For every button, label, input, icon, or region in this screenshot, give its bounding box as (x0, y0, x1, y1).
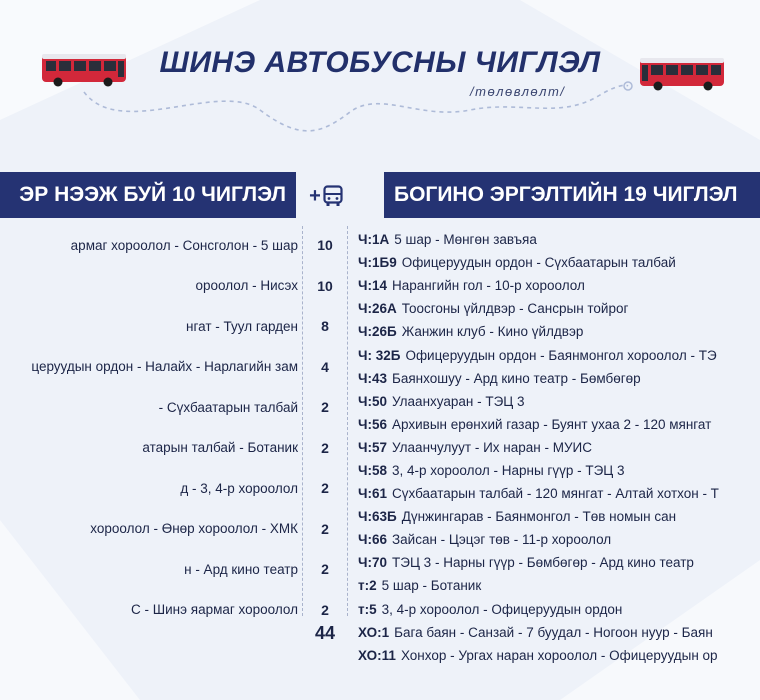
route-name: Улаанхуаран - ТЭЦ 3 (392, 393, 525, 409)
list-item (358, 228, 760, 251)
list-item (0, 347, 340, 388)
list-item (358, 436, 760, 459)
route-code: Ч:56 (358, 416, 387, 432)
column-divider (347, 226, 348, 616)
list-item (358, 644, 760, 667)
route-code: Ч:58 (358, 462, 387, 478)
list-item (0, 468, 340, 509)
route-name: Бага баян - Санзай - 7 буудал - Ногоон нуур - Баян (394, 624, 713, 640)
route-name: Баянхошуу - Ард кино театр - Бөмбөгөр (392, 370, 641, 386)
route-name: - Сүхбаатарын талбай (158, 399, 298, 415)
route-name: 5 шар - Ботаник (381, 578, 482, 594)
list-item (358, 551, 760, 574)
route-name: ТЭЦ 3 - Нарны гүүр - Бөмбөгөр - Ард кино театр (392, 555, 694, 571)
list-item (358, 505, 760, 528)
list-item (358, 459, 760, 482)
list-item (0, 387, 340, 428)
list-item (358, 343, 760, 366)
route-name: 3, 4-р хороолол - Офицеруудын ордон (381, 601, 623, 617)
route-name: Архивын ерөнхий газар - Буянт ухаа 2 - 120 мянгат (392, 416, 712, 432)
right-section-header (384, 172, 760, 218)
list-item (0, 428, 340, 469)
route-code: Ч:1А (358, 232, 390, 248)
list-item (358, 528, 760, 551)
list-item (358, 621, 760, 644)
list-item (0, 266, 340, 307)
left-section-header-label: ЭР НЭЭЖ БУЙ 10 ЧИГЛЭЛ (19, 183, 286, 206)
bus-count: 2 (321, 480, 329, 497)
list-item (358, 251, 760, 274)
list-item (358, 367, 760, 390)
route-name: 5 шар - Мөнгөн завъяа (394, 232, 537, 248)
list-item (358, 320, 760, 343)
left-route-list (0, 225, 340, 630)
route-name: Сүхбаатарын талбай - 120 мянгат - Алтай хотхон - Т (392, 486, 719, 502)
bus-count: 10 (317, 277, 333, 294)
route-code: Ч: 32Б (358, 347, 401, 363)
right-route-list (358, 228, 760, 667)
route-code: т:2 (358, 578, 377, 594)
right-section-header-label: БОГИНО ЭРГЭЛТИЙН 19 ЧИГЛЭЛ (394, 183, 738, 206)
route-name: церуудын ордон - Налайх - Нарлагийн зам (31, 359, 298, 375)
route-code: Ч:1Б9 (358, 255, 397, 271)
bus-count: 2 (321, 439, 329, 456)
left-section-header (0, 172, 296, 218)
route-code: Ч:50 (358, 393, 387, 409)
route-name: Тоосгоны үйлдвэр - Сансрын тойрог (401, 301, 629, 317)
route-code: Ч:63Б (358, 509, 397, 525)
list-item (0, 225, 340, 266)
bus-count: 2 (321, 561, 329, 578)
route-name: д - 3, 4-р хороолол (180, 480, 298, 496)
page-title: ШИНЭ АВТОБУСНЫ ЧИГЛЭЛ (159, 46, 601, 79)
route-code: Ч:43 (358, 370, 387, 386)
route-name: нгат - Туул гарден (186, 318, 298, 334)
list-item (358, 390, 760, 413)
bus-icon (323, 185, 343, 207)
route-code: Ч:66 (358, 532, 387, 548)
bus-count: 2 (321, 601, 329, 618)
plus-icon: + (309, 185, 321, 207)
route-name: С - Шинэ яармаг хороолол (131, 602, 298, 618)
list-item (358, 574, 760, 597)
total-bus-count: 44 (314, 623, 336, 643)
list-item (0, 590, 340, 631)
route-code: Ч:57 (358, 439, 387, 455)
route-code: Ч:70 (358, 555, 387, 571)
route-code: т:5 (358, 601, 377, 617)
route-name: н - Ард кино театр (184, 561, 298, 577)
route-name: Нарангийн гол - 10-р хороолол (392, 278, 585, 294)
bus-count: 4 (321, 358, 329, 375)
route-name: Дүнжингарав - Баянмонгол - Төв номын сан (401, 509, 677, 525)
route-code: Ч:26Б (358, 324, 397, 340)
list-item (0, 306, 340, 347)
list-item (358, 482, 760, 505)
list-item (358, 598, 760, 621)
route-name: ороолол - Нисэх (195, 278, 298, 294)
route-name: хороолол - Өнөр хороолол - ХМК (90, 521, 298, 537)
route-name: Жанжин клуб - Кино үйлдвэр (401, 324, 584, 340)
route-code: Ч:61 (358, 486, 387, 502)
list-item (0, 549, 340, 590)
page-subtitle: /төлөвлөлт/ (470, 84, 566, 99)
route-name: армаг хороолол - Сонсголон - 5 шар (70, 237, 298, 253)
bus-count: 2 (321, 399, 329, 416)
route-code: Ч:26А (358, 301, 397, 317)
route-name: Улаанчулуут - Их наран - МУИС (392, 439, 592, 455)
bus-count: 2 (321, 520, 329, 537)
route-name: Офицеруудын ордон - Сүхбаатарын талбай (401, 255, 676, 271)
route-name: 3, 4-р хороолол - Нарны гүүр - ТЭЦ 3 (392, 462, 625, 478)
list-item (358, 297, 760, 320)
route-name: атарын талбай - Ботаник (142, 440, 298, 456)
route-code: ХО:11 (358, 647, 396, 663)
list-item (0, 509, 340, 550)
bus-count: 10 (317, 237, 333, 254)
route-code: ХО:1 (358, 624, 390, 640)
added-buses-header (306, 184, 346, 208)
list-item (358, 413, 760, 436)
route-code: Ч:14 (358, 278, 387, 294)
route-name: Зайсан - Цэцэг төв - 11-р хороолол (392, 532, 612, 548)
bus-count: 8 (321, 318, 329, 335)
list-item (358, 274, 760, 297)
route-name: Хонхор - Ургах наран хороолол - Офицеруудын ор (400, 647, 718, 663)
route-name: Офицеруудын ордон - Баянмонгол хороолол - ТЭ (405, 347, 717, 363)
